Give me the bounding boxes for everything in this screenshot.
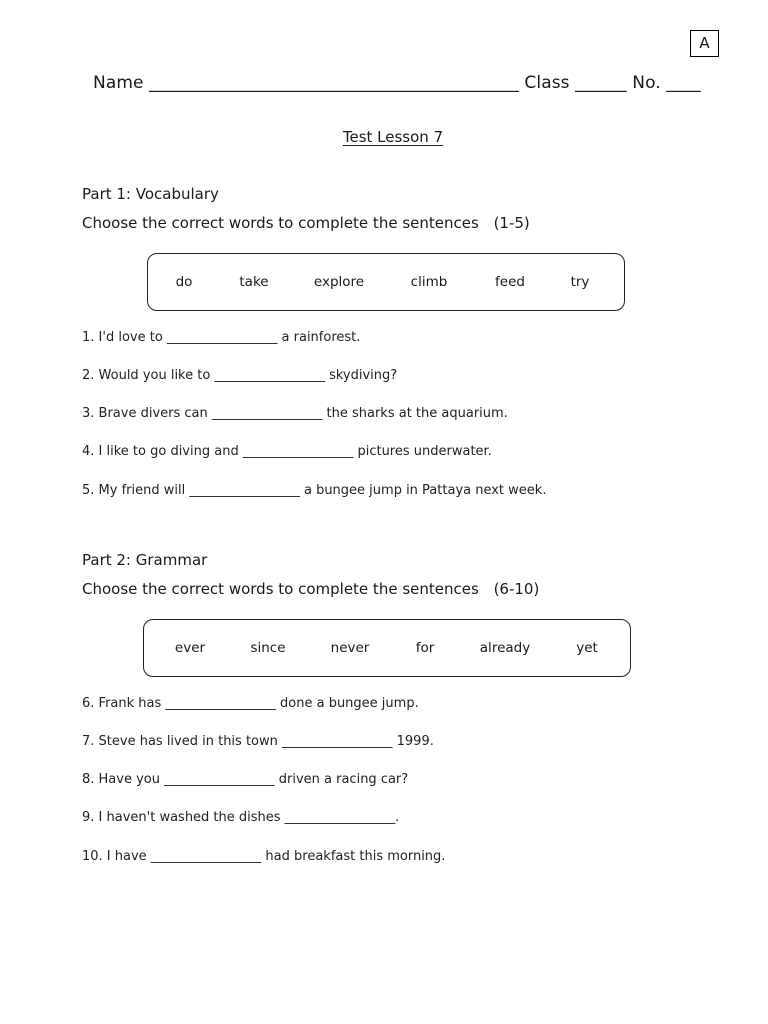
number-label: No.	[632, 73, 661, 93]
word-bank-item: for	[415, 640, 435, 656]
part1-instruction	[82, 214, 530, 232]
class-label: Class	[524, 73, 570, 93]
question-4: 4. I like to go diving and _________________ pictures underwater.	[82, 444, 492, 459]
word-bank-item: feed	[495, 274, 525, 290]
word-bank-item: try	[570, 274, 590, 290]
question-6: 6. Frank has _________________ done a bungee jump.	[82, 696, 419, 711]
word-bank-item: never	[330, 640, 370, 656]
word-bank-item: ever	[174, 640, 206, 656]
word-bank-item: do	[175, 274, 193, 290]
name-label: Name	[93, 73, 144, 93]
part1-range: (1-5)	[493, 214, 530, 232]
word-bank-item: climb	[410, 274, 448, 290]
number-blank: ____	[666, 73, 701, 93]
part2-word-bank	[143, 619, 631, 677]
part2-instruction	[82, 580, 539, 598]
question-3: 3. Brave divers can _________________ the sharks at the aquarium.	[82, 406, 508, 421]
question-2: 2. Would you like to _________________ skydiving?	[82, 368, 398, 383]
word-bank-item: already	[479, 640, 531, 656]
question-9: 9. I haven't washed the dishes _________________.	[82, 810, 400, 825]
question-1: 1. I'd love to _________________ a rainforest.	[82, 330, 361, 345]
class-blank: ______	[575, 73, 627, 93]
page-title: Test Lesson 7	[342, 128, 444, 146]
word-bank-item: take	[239, 274, 269, 290]
word-bank-item: since	[250, 640, 286, 656]
name-blank: ___________________________________________	[149, 73, 519, 93]
word-bank-item: yet	[576, 640, 598, 656]
question-5: 5. My friend will _________________ a bungee jump in Pattaya next week.	[82, 483, 547, 498]
part1-heading: Part 1: Vocabulary	[82, 185, 219, 203]
part2-instruction-text: Choose the correct words to complete the sentences	[82, 580, 479, 598]
question-7: 7. Steve has lived in this town _________________ 1999.	[82, 734, 434, 749]
question-8: 8. Have you _________________ driven a racing car?	[82, 772, 409, 787]
question-10: 10. I have _________________ had breakfast this morning.	[82, 849, 446, 864]
part2-range: (6-10)	[493, 580, 540, 598]
part1-instruction-text: Choose the correct words to complete the sentences	[82, 214, 479, 232]
version-label: A	[690, 30, 719, 57]
student-info-line	[93, 73, 701, 93]
word-bank-item: explore	[313, 274, 365, 290]
part2-heading: Part 2: Grammar	[82, 551, 208, 569]
part1-word-bank	[147, 253, 625, 311]
